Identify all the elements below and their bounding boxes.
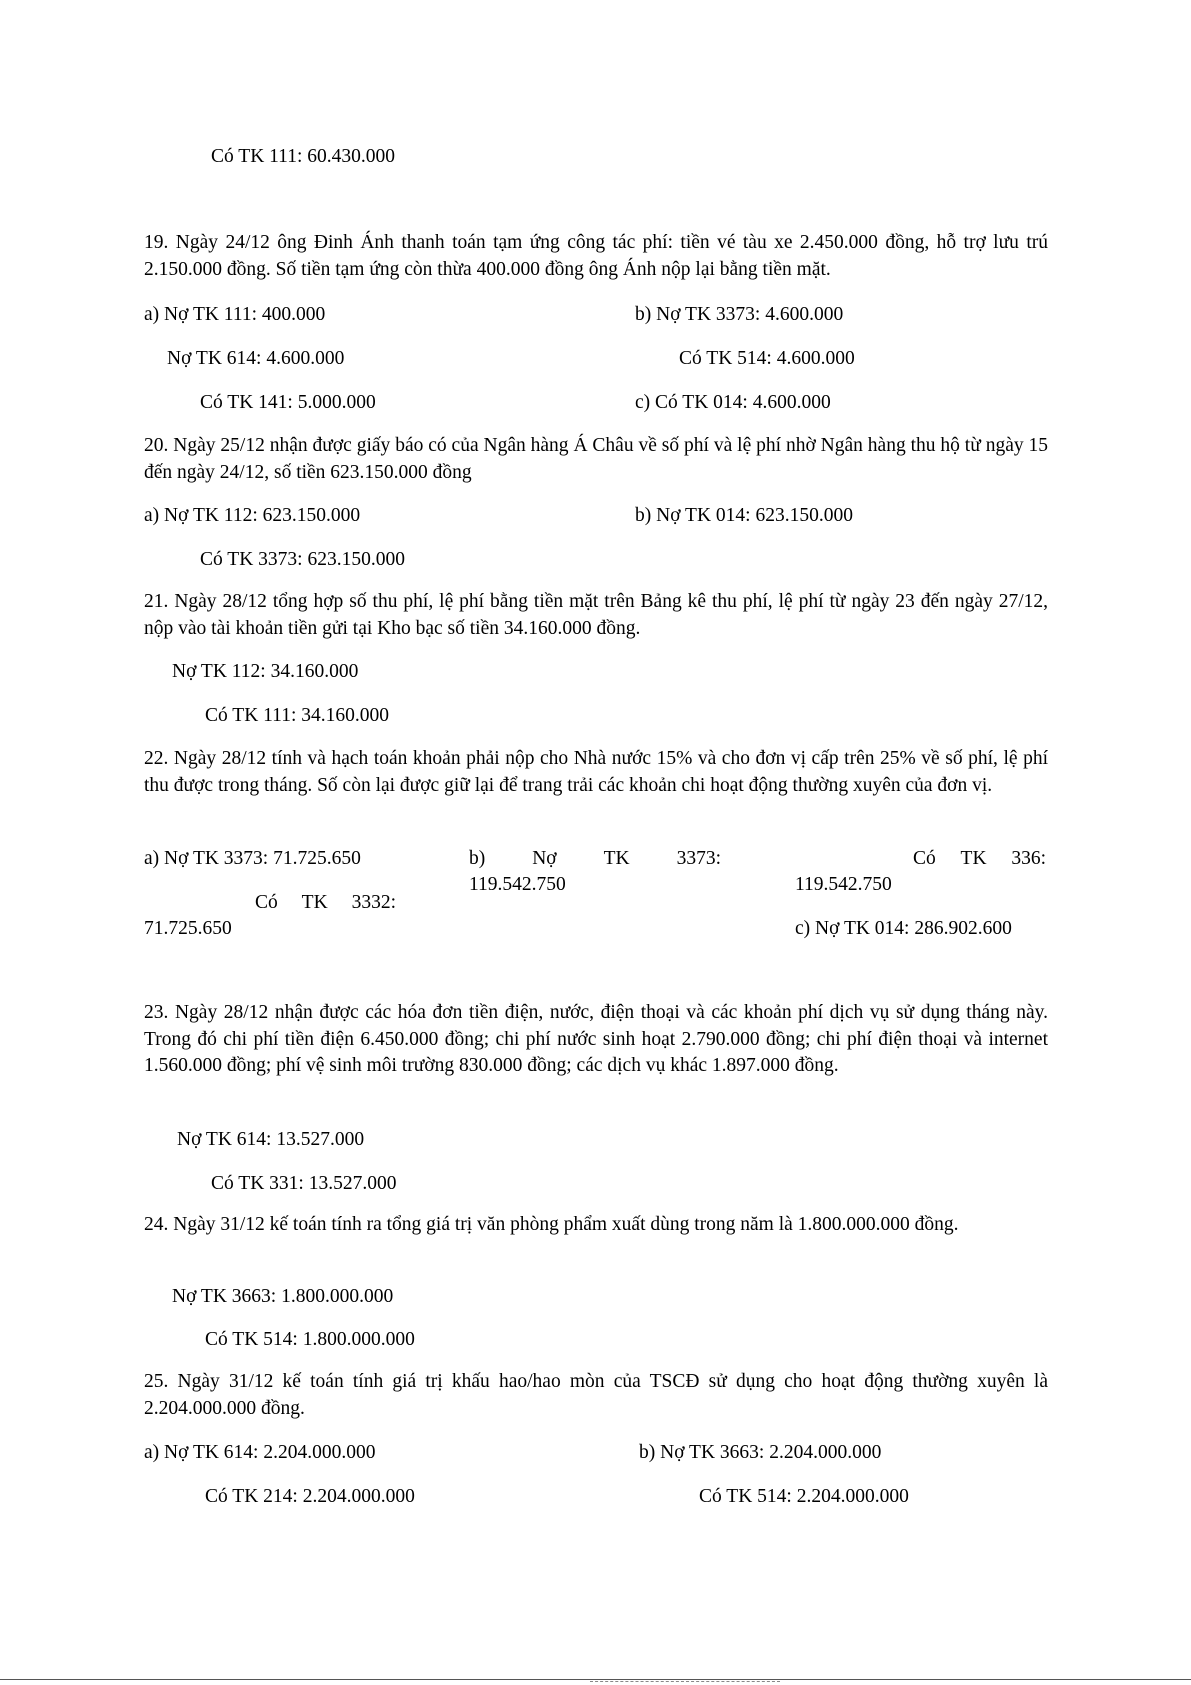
q21-credit: Có TK 111: 34.160.000 (205, 705, 389, 726)
q22-b-word-2: Nợ (532, 848, 557, 869)
q22-option-b-debit (469, 846, 721, 872)
q25-option-a-credit: Có TK 214: 2.204.000.000 (205, 1486, 415, 1507)
q22-b-word-3: TK (603, 848, 630, 869)
page-bottom-rule-accent (590, 1681, 780, 1682)
q23-debit: Nợ TK 614: 13.527.000 (177, 1129, 365, 1150)
question-23-text: 23. Ngày 28/12 nhận được các hóa đơn tiền điện, nước, điện thoại và các khoản phí dịch vụ sử dụng tháng này. Trong đó chi phí tiền điện 6.450.000 đồng; chi phí nước sinh hoạt 2.790.000 đồng; chi phí điện thoại và internet 1.560.000 đồng; phí vệ sinh môi trường 830.000 đồng; các dịch vụ khác 1.897.000 đồng. (144, 1002, 1048, 1076)
q22-option-b-credit (913, 846, 1046, 872)
q22-option-a-credit-amount: 71.725.650 (144, 918, 232, 939)
entry-credit-line: Có TK 111: 60.430.000 (211, 146, 395, 167)
question-21-text: 21. Ngày 28/12 tổng hợp số thu phí, lệ phí bằng tiền mặt trên Bảng kê thu phí, lệ phí từ ngày 23 đến ngày 27/12, nộp vào tài khoản tiền gửi tại Kho bạc số tiền 34.160.000 đồng. (144, 591, 1048, 639)
q20-option-a-debit: a) Nợ TK 112: 623.150.000 (144, 505, 361, 526)
q22-b-word-1: b) (469, 848, 486, 869)
question-19-text: 19. Ngày 24/12 ông Đinh Ánh thanh toán tạm ứng công tác phí: tiền vé tàu xe 2.450.000 đồng, hỗ trợ lưu trú 2.150.000 đồng. Số tiền tạm ứng còn thừa 400.000 đồng ông Ánh nộp lại bằng tiền mặt. (144, 232, 1048, 280)
q22-b-word-4: 3373: (676, 848, 721, 869)
q22-b2-word-2: TK (960, 848, 987, 869)
question-25-text: 25. Ngày 31/12 kế toán tính giá trị khấu hao/hao mòn của TSCĐ sử dụng cho hoạt động thường xuyên là 2.204.000.000 đồng. (144, 1371, 1048, 1419)
q24-debit: Nợ TK 3663: 1.800.000.000 (172, 1286, 394, 1307)
q22-b2-word-1: Có (913, 848, 936, 869)
q22-option-a-credit (255, 890, 396, 916)
q22-a-credit-word-1: Có (255, 892, 278, 913)
q19-option-a-credit: Có TK 141: 5.000.000 (200, 392, 376, 413)
q22-a-credit-word-3: 3332: (351, 892, 396, 913)
q25-option-a-debit: a) Nợ TK 614: 2.204.000.000 (144, 1442, 376, 1463)
q23-credit: Có TK 331: 13.527.000 (211, 1173, 397, 1194)
q20-option-b: b) Nợ TK 014: 623.150.000 (635, 505, 853, 526)
q22-b2-word-3: 336: (1011, 848, 1046, 869)
q19-option-a-debit-1: a) Nợ TK 111: 400.000 (144, 304, 326, 325)
page-bottom-rule (0, 1679, 1191, 1680)
q19-option-a-debit-2: Nợ TK 614: 4.600.000 (167, 348, 345, 369)
q24-credit: Có TK 514: 1.800.000.000 (205, 1329, 415, 1350)
q22-option-b-credit-amount: 119.542.750 (795, 874, 892, 895)
question-24-text: 24. Ngày 31/12 kế toán tính ra tổng giá trị văn phòng phẩm xuất dùng trong năm là 1.800.000.000 đồng. (144, 1214, 959, 1235)
q21-debit: Nợ TK 112: 34.160.000 (172, 661, 359, 682)
q22-option-a-debit: a) Nợ TK 3373: 71.725.650 (144, 848, 361, 869)
question-22-text: 22. Ngày 28/12 tính và hạch toán khoản phải nộp cho Nhà nước 15% và cho đơn vị cấp trên 25% về số phí, lệ phí thu được trong tháng. Số còn lại được giữ lại để trang trải các khoản chi hoạt động thường xuyên của đơn vị. (144, 748, 1048, 796)
q20-option-a-credit: Có TK 3373: 623.150.000 (200, 549, 405, 570)
q19-option-c: c) Có TK 014: 4.600.000 (635, 392, 831, 413)
q19-option-b-credit: Có TK 514: 4.600.000 (679, 348, 855, 369)
q22-option-c: c) Nợ TK 014: 286.902.600 (795, 918, 1012, 939)
q25-option-b-debit: b) Nợ TK 3663: 2.204.000.000 (639, 1442, 882, 1463)
q19-option-b-debit: b) Nợ TK 3373: 4.600.000 (635, 304, 844, 325)
q22-option-b-debit-amount: 119.542.750 (469, 874, 566, 895)
q22-a-credit-word-2: TK (301, 892, 328, 913)
question-20-text: 20. Ngày 25/12 nhận được giấy báo có của Ngân hàng Á Châu về số phí và lệ phí nhờ Ngân hàng thu hộ từ ngày 15 đến ngày 24/12, số tiền 623.150.000 đồng (144, 435, 1048, 483)
q25-option-b-credit: Có TK 514: 2.204.000.000 (699, 1486, 909, 1507)
